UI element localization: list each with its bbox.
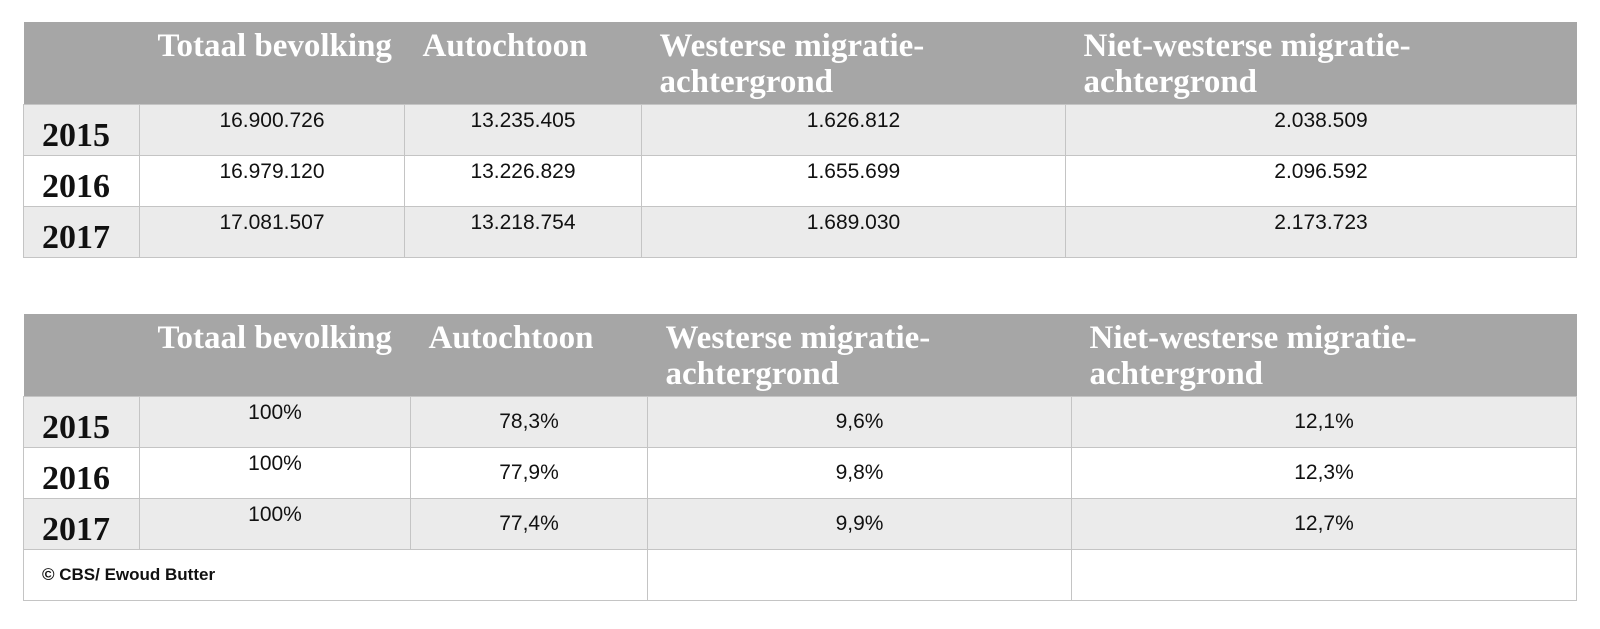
footer-empty-cell <box>1072 550 1577 601</box>
autochtoon-cell: 77,9% <box>411 448 648 499</box>
niet-westers-cell: 12,1% <box>1072 397 1577 448</box>
footer-row <box>24 550 1577 601</box>
westers-cell: 9,8% <box>648 448 1072 499</box>
copyright-credit: © CBS/ Ewoud Butter <box>24 550 648 601</box>
year-cell: 2015 <box>24 105 140 156</box>
header-totaal-bevolking: Totaal bevolking <box>140 22 405 105</box>
header-row <box>24 314 1577 397</box>
niet-westers-cell: 2.096.592 <box>1066 156 1577 207</box>
niet-westers-cell: 2.173.723 <box>1066 207 1577 258</box>
year-cell: 2017 <box>24 499 140 550</box>
autochtoon-cell: 13.235.405 <box>405 105 642 156</box>
header-year <box>24 22 140 105</box>
header-row <box>24 22 1577 105</box>
totaal-cell: 100% <box>140 499 411 550</box>
totaal-cell: 100% <box>140 448 411 499</box>
year-cell: 2017 <box>24 207 140 258</box>
header-totaal-bevolking: Totaal bevolking <box>140 314 411 397</box>
year-cell: 2016 <box>24 448 140 499</box>
autochtoon-cell: 13.226.829 <box>405 156 642 207</box>
niet-westers-cell: 2.038.509 <box>1066 105 1577 156</box>
header-niet-westerse-migratie: Niet-westerse migratie-achtergrond <box>1066 22 1577 105</box>
header-autochtoon: Autochtoon <box>411 314 648 397</box>
table-row <box>24 397 1577 448</box>
westers-cell: 9,6% <box>648 397 1072 448</box>
totaal-cell: 100% <box>140 397 411 448</box>
table-row <box>24 448 1577 499</box>
year-cell: 2015 <box>24 397 140 448</box>
table-row <box>24 105 1577 156</box>
header-westerse-migratie: Westerse migratie-achtergrond <box>648 314 1072 397</box>
header-year <box>24 314 140 397</box>
totaal-cell: 17.081.507 <box>140 207 405 258</box>
year-cell: 2016 <box>24 156 140 207</box>
autochtoon-cell: 77,4% <box>411 499 648 550</box>
niet-westers-cell: 12,7% <box>1072 499 1577 550</box>
totaal-cell: 16.979.120 <box>140 156 405 207</box>
niet-westers-cell: 12,3% <box>1072 448 1577 499</box>
westers-cell: 1.655.699 <box>642 156 1066 207</box>
header-niet-westerse-migratie: Niet-westerse migratie-achtergrond <box>1072 314 1577 397</box>
table-row <box>24 499 1577 550</box>
westers-cell: 9,9% <box>648 499 1072 550</box>
autochtoon-cell: 13.218.754 <box>405 207 642 258</box>
totaal-cell: 16.900.726 <box>140 105 405 156</box>
footer-empty-cell <box>648 550 1072 601</box>
westers-cell: 1.626.812 <box>642 105 1066 156</box>
header-westerse-migratie: Westerse migratie-achtergrond <box>642 22 1066 105</box>
header-autochtoon: Autochtoon <box>405 22 642 105</box>
autochtoon-cell: 78,3% <box>411 397 648 448</box>
population-table-absolute <box>23 22 1577 258</box>
table-row <box>24 207 1577 258</box>
westers-cell: 1.689.030 <box>642 207 1066 258</box>
table-row <box>24 156 1577 207</box>
population-table-percent <box>23 314 1577 601</box>
